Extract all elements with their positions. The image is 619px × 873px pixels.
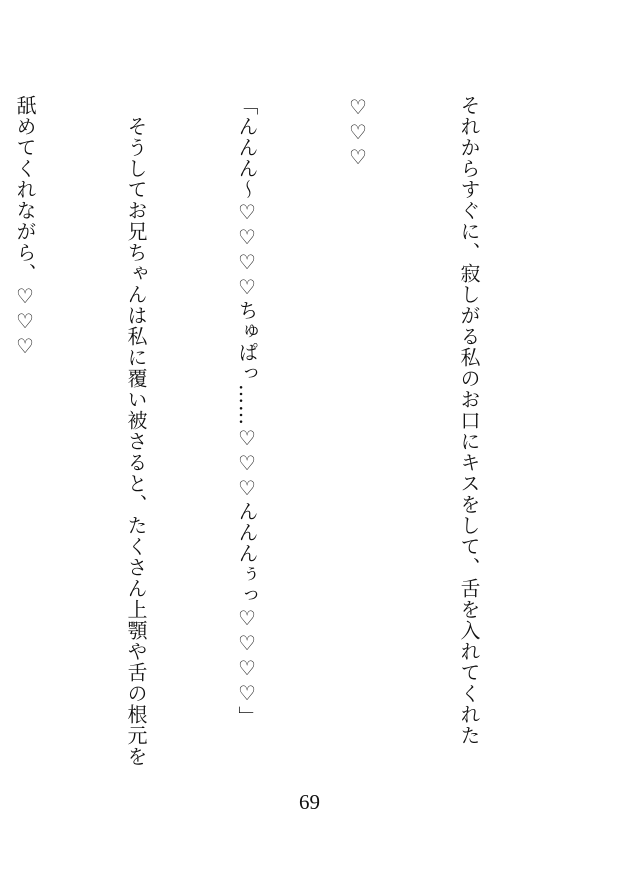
vertical-text-body	[0, 95, 561, 785]
page-number: 69	[299, 790, 320, 814]
text-line: それからすぐに、寂しがる私のお口にキスをして、舌を入れてくれた	[457, 95, 481, 746]
text-line: 「んんん～♡♡♡♡ちゅぱっ……♡♡♡んんんぅっ♡♡♡♡」	[235, 95, 259, 727]
text-line: 舐めてくれながら、♡♡♡	[13, 95, 37, 359]
text-line: ♡♡♡	[346, 95, 370, 170]
text-line: そうしてお兄ちゃんは私に覆い被さると、たくさん上顎や舌の根元を	[124, 95, 148, 767]
